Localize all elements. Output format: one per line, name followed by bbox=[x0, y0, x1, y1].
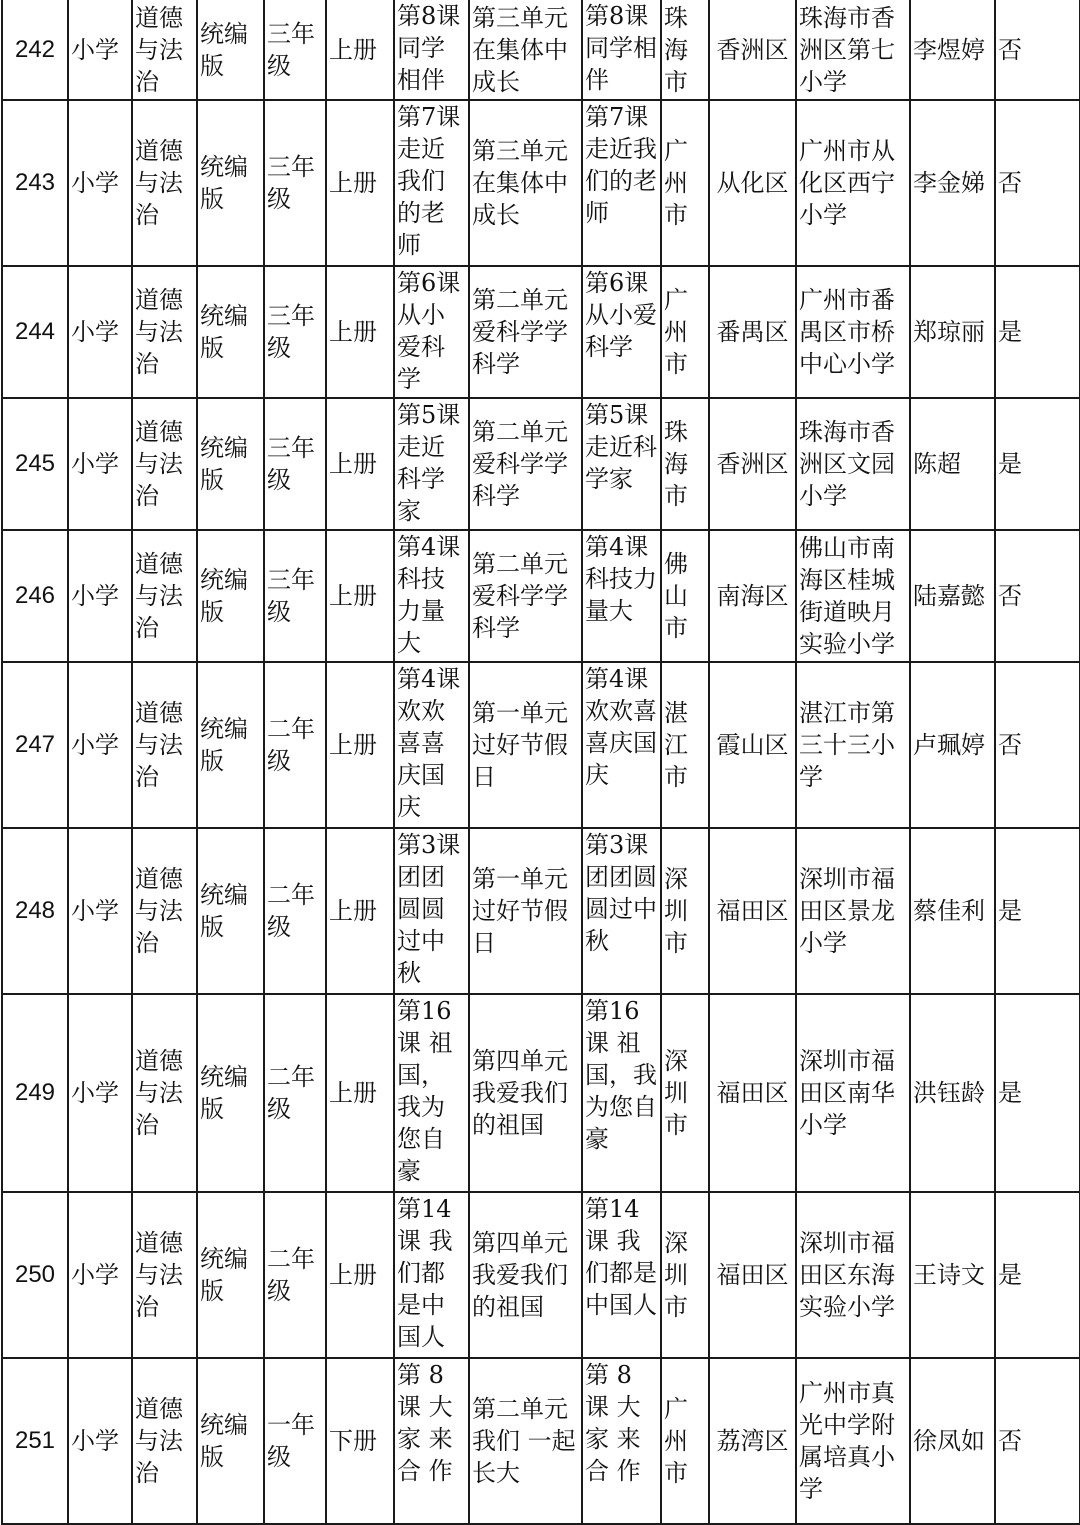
cell-no: 245 bbox=[2, 398, 68, 530]
cell-flag: 否 bbox=[995, 662, 1080, 828]
cell-flag: 是 bbox=[995, 398, 1080, 530]
cell-version: 统编版 bbox=[197, 0, 264, 100]
cell-city: 深圳市 bbox=[661, 1192, 709, 1358]
cell-school: 广州市真光中学附属培真小学 bbox=[796, 1358, 910, 1524]
cell-stage: 小学 bbox=[68, 828, 132, 994]
cell-version: 统编版 bbox=[197, 1192, 264, 1358]
cell-unit: 第二单元爱科学学科学 bbox=[469, 398, 582, 530]
cell-lesson: 第8课同学相伴 bbox=[394, 0, 469, 100]
cell-title: 第8课同学相伴 bbox=[582, 0, 661, 100]
cell-volume: 上册 bbox=[326, 994, 394, 1192]
cell-city: 广州市 bbox=[661, 100, 709, 266]
cell-flag: 否 bbox=[995, 100, 1080, 266]
cell-teacher: 蔡佳利 bbox=[910, 828, 995, 994]
cell-district: 霞山区 bbox=[709, 662, 796, 828]
cell-grade: 二年级 bbox=[264, 662, 326, 828]
cell-school: 深圳市福田区南华小学 bbox=[796, 994, 910, 1192]
cell-district: 荔湾区 bbox=[709, 1358, 796, 1524]
cell-subject: 道德与法治 bbox=[132, 1192, 197, 1358]
cell-stage: 小学 bbox=[68, 266, 132, 398]
cell-unit: 第三单元在集体中成长 bbox=[469, 100, 582, 266]
cell-no: 248 bbox=[2, 828, 68, 994]
table-row bbox=[2, 1358, 1080, 1524]
cell-teacher: 郑琼丽 bbox=[910, 266, 995, 398]
cell-grade: 三年级 bbox=[264, 0, 326, 100]
cell-stage: 小学 bbox=[68, 100, 132, 266]
cell-stage: 小学 bbox=[68, 398, 132, 530]
cell-city: 佛山市 bbox=[661, 530, 709, 662]
cell-grade: 三年级 bbox=[264, 398, 326, 530]
cell-city: 深圳市 bbox=[661, 828, 709, 994]
cell-lesson: 第6课从小爱科学 bbox=[394, 266, 469, 398]
cell-volume: 上册 bbox=[326, 828, 394, 994]
cell-subject: 道德与法治 bbox=[132, 994, 197, 1192]
cell-version: 统编版 bbox=[197, 398, 264, 530]
table-row bbox=[2, 994, 1080, 1192]
cell-district: 福田区 bbox=[709, 994, 796, 1192]
cell-title: 第4课科技力量大 bbox=[582, 530, 661, 662]
cell-version: 统编版 bbox=[197, 1358, 264, 1524]
cell-lesson: 第14课 我们都是中国人 bbox=[394, 1192, 469, 1358]
cell-teacher: 陆嘉懿 bbox=[910, 530, 995, 662]
cell-subject: 道德与法治 bbox=[132, 1358, 197, 1524]
cell-version: 统编版 bbox=[197, 828, 264, 994]
cell-unit: 第二单元爱科学学科学 bbox=[469, 266, 582, 398]
cell-subject: 道德与法治 bbox=[132, 266, 197, 398]
cell-district: 香洲区 bbox=[709, 0, 796, 100]
cell-teacher: 王诗文 bbox=[910, 1192, 995, 1358]
cell-grade: 二年级 bbox=[264, 994, 326, 1192]
cell-subject: 道德与法治 bbox=[132, 100, 197, 266]
table-row bbox=[2, 1192, 1080, 1358]
cell-title: 第7课走近我们的老师 bbox=[582, 100, 661, 266]
table-row bbox=[2, 100, 1080, 266]
cell-teacher: 徐凤如 bbox=[910, 1358, 995, 1524]
cell-title: 第6课从小爱科学 bbox=[582, 266, 661, 398]
cell-school: 珠海市香洲区文园小学 bbox=[796, 398, 910, 530]
cell-city: 珠海市 bbox=[661, 0, 709, 100]
cell-lesson: 第16课 祖国，我为您自豪 bbox=[394, 994, 469, 1192]
cell-flag: 是 bbox=[995, 994, 1080, 1192]
cell-subject: 道德与法治 bbox=[132, 530, 197, 662]
cell-subject: 道德与法治 bbox=[132, 662, 197, 828]
cell-district: 南海区 bbox=[709, 530, 796, 662]
cell-lesson: 第4课科技力量大 bbox=[394, 530, 469, 662]
cell-version: 统编版 bbox=[197, 994, 264, 1192]
cell-subject: 道德与法治 bbox=[132, 828, 197, 994]
cell-school: 珠海市香洲区第七小学 bbox=[796, 0, 910, 100]
cell-district: 福田区 bbox=[709, 1192, 796, 1358]
cell-no: 250 bbox=[2, 1192, 68, 1358]
cell-title: 第14课 我们都是中国人 bbox=[582, 1192, 661, 1358]
cell-unit: 第三单元在集体中成长 bbox=[469, 0, 582, 100]
cell-no: 251 bbox=[2, 1358, 68, 1524]
cell-unit: 第四单元我爱我们的祖国 bbox=[469, 1192, 582, 1358]
cell-unit: 第二单元 我们 一起长大 bbox=[469, 1358, 582, 1524]
cell-no: 247 bbox=[2, 662, 68, 828]
cell-district: 香洲区 bbox=[709, 398, 796, 530]
cell-stage: 小学 bbox=[68, 1358, 132, 1524]
cell-teacher: 陈超 bbox=[910, 398, 995, 530]
cell-version: 统编版 bbox=[197, 530, 264, 662]
cell-teacher: 卢珮婷 bbox=[910, 662, 995, 828]
cell-volume: 上册 bbox=[326, 1192, 394, 1358]
cell-teacher: 李金娣 bbox=[910, 100, 995, 266]
cell-flag: 否 bbox=[995, 530, 1080, 662]
cell-volume: 下册 bbox=[326, 1358, 394, 1524]
cell-unit: 第一单元过好节假日 bbox=[469, 828, 582, 994]
cell-volume: 上册 bbox=[326, 530, 394, 662]
table-row bbox=[2, 266, 1080, 398]
cell-city: 深圳市 bbox=[661, 994, 709, 1192]
cell-lesson: 第4课欢欢喜喜庆国庆 bbox=[394, 662, 469, 828]
cell-unit: 第四单元我爱我们的祖国 bbox=[469, 994, 582, 1192]
cell-city: 珠海市 bbox=[661, 398, 709, 530]
table-row bbox=[2, 0, 1080, 100]
cell-flag: 是 bbox=[995, 1192, 1080, 1358]
cell-volume: 上册 bbox=[326, 266, 394, 398]
cell-volume: 上册 bbox=[326, 0, 394, 100]
cell-stage: 小学 bbox=[68, 530, 132, 662]
course-table bbox=[1, 0, 1080, 1525]
cell-version: 统编版 bbox=[197, 266, 264, 398]
cell-flag: 否 bbox=[995, 0, 1080, 100]
cell-lesson: 第 8 课 大 家 来 合 作 bbox=[394, 1358, 469, 1524]
cell-school: 佛山市南海区桂城街道映月实验小学 bbox=[796, 530, 910, 662]
cell-stage: 小学 bbox=[68, 0, 132, 100]
cell-city: 广州市 bbox=[661, 1358, 709, 1524]
cell-city: 广州市 bbox=[661, 266, 709, 398]
cell-lesson: 第7课走近我们的老师 bbox=[394, 100, 469, 266]
cell-no: 243 bbox=[2, 100, 68, 266]
cell-title: 第 8 课 大 家 来 合 作 bbox=[582, 1358, 661, 1524]
cell-district: 番禺区 bbox=[709, 266, 796, 398]
cell-school: 深圳市福田区东海实验小学 bbox=[796, 1192, 910, 1358]
table-row bbox=[2, 662, 1080, 828]
cell-title: 第5课走近科学家 bbox=[582, 398, 661, 530]
cell-version: 统编版 bbox=[197, 662, 264, 828]
cell-school: 广州市番禺区市桥中心小学 bbox=[796, 266, 910, 398]
cell-lesson: 第5课走近科学家 bbox=[394, 398, 469, 530]
cell-no: 244 bbox=[2, 266, 68, 398]
cell-volume: 上册 bbox=[326, 662, 394, 828]
cell-flag: 是 bbox=[995, 828, 1080, 994]
cell-subject: 道德与法治 bbox=[132, 398, 197, 530]
cell-grade: 三年级 bbox=[264, 266, 326, 398]
cell-title: 第3课团团圆圆过中秋 bbox=[582, 828, 661, 994]
cell-stage: 小学 bbox=[68, 662, 132, 828]
cell-district: 从化区 bbox=[709, 100, 796, 266]
cell-city: 湛江市 bbox=[661, 662, 709, 828]
cell-volume: 上册 bbox=[326, 398, 394, 530]
cell-grade: 一年级 bbox=[264, 1358, 326, 1524]
cell-district: 福田区 bbox=[709, 828, 796, 994]
cell-grade: 二年级 bbox=[264, 828, 326, 994]
cell-flag: 是 bbox=[995, 266, 1080, 398]
cell-no: 242 bbox=[2, 0, 68, 100]
cell-school: 湛江市第三十三小学 bbox=[796, 662, 910, 828]
table-row bbox=[2, 398, 1080, 530]
table-row bbox=[2, 530, 1080, 662]
cell-title: 第16课 祖国，我为您自豪 bbox=[582, 994, 661, 1192]
cell-version: 统编版 bbox=[197, 100, 264, 266]
cell-no: 246 bbox=[2, 530, 68, 662]
cell-grade: 三年级 bbox=[264, 100, 326, 266]
cell-unit: 第二单元爱科学学科学 bbox=[469, 530, 582, 662]
cell-subject: 道德与法治 bbox=[132, 0, 197, 100]
cell-school: 深圳市福田区景龙小学 bbox=[796, 828, 910, 994]
cell-stage: 小学 bbox=[68, 1192, 132, 1358]
cell-lesson: 第3课团团圆圆过中秋 bbox=[394, 828, 469, 994]
cell-teacher: 洪钰龄 bbox=[910, 994, 995, 1192]
cell-stage: 小学 bbox=[68, 994, 132, 1192]
cell-teacher: 李煜婷 bbox=[910, 0, 995, 100]
cell-flag: 否 bbox=[995, 1358, 1080, 1524]
cell-volume: 上册 bbox=[326, 100, 394, 266]
cell-grade: 二年级 bbox=[264, 1192, 326, 1358]
cell-grade: 三年级 bbox=[264, 530, 326, 662]
cell-school: 广州市从化区西宁小学 bbox=[796, 100, 910, 266]
cell-no: 249 bbox=[2, 994, 68, 1192]
cell-unit: 第一单元过好节假日 bbox=[469, 662, 582, 828]
table-row bbox=[2, 828, 1080, 994]
cell-title: 第4课欢欢喜喜庆国庆 bbox=[582, 662, 661, 828]
